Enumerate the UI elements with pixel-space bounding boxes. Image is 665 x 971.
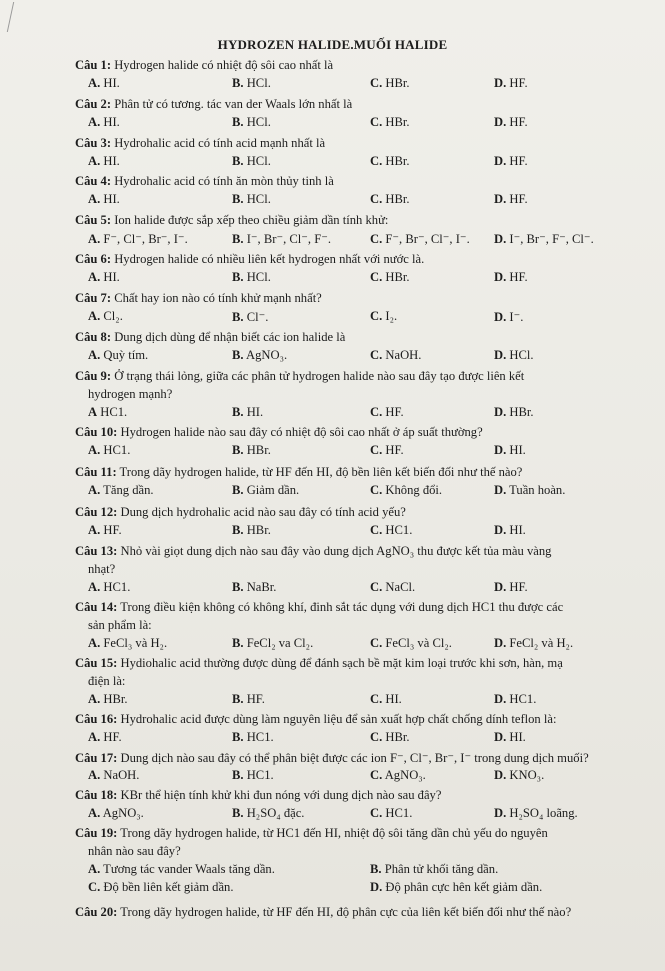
option-text: NaBr.	[243, 580, 277, 594]
option-text: HC1.	[243, 730, 274, 744]
option-letter: C.	[370, 730, 383, 744]
option-text: FeCl₃ và Cl₂.	[382, 636, 452, 650]
answer-option-c[interactable]	[370, 115, 410, 130]
option-letter: A.	[88, 730, 101, 744]
answer-option-b[interactable]	[232, 523, 271, 538]
option-letter: B.	[232, 580, 244, 594]
option-letter: B.	[232, 76, 244, 90]
option-text: HI.	[100, 154, 120, 168]
option-text: HC1.	[506, 692, 537, 706]
question-stem	[75, 291, 322, 306]
option-text: HI.	[506, 730, 526, 744]
option-letter: B.	[232, 310, 244, 324]
option-text: HF.	[506, 270, 528, 284]
option-text: HI.	[506, 523, 526, 537]
option-text: FeCl₂ va Cl₂.	[243, 636, 314, 650]
question-stem	[75, 425, 483, 440]
question-number: Câu 15:	[75, 656, 118, 670]
option-letter: D.	[494, 580, 507, 594]
option-letter: C.	[370, 270, 383, 284]
option-letter: B.	[232, 768, 244, 782]
answer-option-d[interactable]	[370, 880, 542, 895]
option-letter: C.	[370, 154, 383, 168]
option-text: HCl.	[243, 154, 271, 168]
question-number: Câu 19:	[75, 826, 118, 840]
answer-option-d[interactable]	[494, 768, 544, 783]
answer-option-a[interactable]	[88, 768, 139, 783]
option-text: HBr.	[382, 730, 410, 744]
option-letter: B.	[232, 483, 244, 497]
answer-option-b[interactable]	[232, 76, 271, 91]
question-stem	[75, 97, 352, 112]
option-text: HBr.	[382, 192, 410, 206]
option-text: HCl.	[243, 76, 271, 90]
question-text: Nhỏ vài giọt dung dịch nào sau đây vào dung dịch AgNO₃ thu được kết tủa màu vàng	[117, 544, 552, 558]
answer-option-d[interactable]	[494, 76, 528, 91]
option-letter: A.	[88, 309, 101, 323]
answer-option-d[interactable]	[494, 730, 526, 745]
question-stem	[75, 505, 406, 520]
option-text: Cl₂.	[100, 309, 123, 323]
question-text: Phân tử có tương. tác van der Waals lớn nhất là	[111, 97, 353, 111]
question-number: Câu 5:	[75, 213, 112, 227]
answer-option-c[interactable]	[370, 154, 410, 169]
option-letter: A.	[88, 232, 101, 246]
option-letter: C.	[370, 636, 383, 650]
question-stem	[75, 656, 563, 671]
option-letter: D.	[494, 270, 507, 284]
option-letter: D.	[494, 523, 507, 537]
option-text: Giảm dần.	[243, 483, 300, 497]
option-text: Tuần hoàn.	[506, 483, 566, 497]
option-text: HBr.	[243, 443, 271, 457]
question-stem	[75, 330, 345, 345]
option-text: HC1.	[382, 806, 413, 820]
option-letter: D.	[494, 768, 507, 782]
option-text: HF.	[100, 523, 122, 537]
option-text: HBr.	[382, 115, 410, 129]
option-text: HBr.	[382, 154, 410, 168]
question-text-continuation: sản phẩm là:	[88, 618, 152, 632]
answer-option-d[interactable]	[494, 192, 528, 207]
question-text: Trong dãy hydrogen halide, từ HF đến HI, độ bền liên kết biến đối như thế nào?	[116, 465, 523, 479]
question-stem	[75, 58, 333, 73]
answer-option-d[interactable]	[494, 636, 573, 651]
question-number: Câu 4:	[75, 174, 112, 188]
option-text: Quỳ tím.	[100, 348, 149, 362]
answer-option-b[interactable]	[370, 862, 498, 877]
answer-option-d[interactable]	[494, 348, 534, 363]
answer-option-b[interactable]	[232, 580, 276, 595]
option-letter: B.	[232, 636, 244, 650]
question-text-continuation: điện là:	[88, 674, 126, 688]
question-number: Câu 13:	[75, 544, 118, 558]
question-text: Ion halide được sắp xếp theo chiều giảm dần tính khử:	[111, 213, 389, 227]
option-text: FeCl₂ và H₂.	[506, 636, 574, 650]
answer-option-c[interactable]	[370, 730, 410, 745]
answer-option-b[interactable]	[232, 483, 299, 498]
answer-option-b[interactable]	[232, 231, 331, 247]
answer-option-d[interactable]	[494, 309, 523, 325]
answer-option-c[interactable]	[370, 192, 410, 207]
option-text: HCl.	[243, 192, 271, 206]
option-text: Tương tác vander Waals tăng dần.	[100, 862, 275, 876]
option-letter: D.	[494, 115, 507, 129]
question-stem	[75, 905, 571, 920]
option-letter: D.	[494, 76, 507, 90]
question-text: Dung dịch dùng để nhận biết các ion halide là	[111, 330, 346, 344]
option-letter: A.	[88, 692, 101, 706]
answer-option-a[interactable]	[88, 309, 123, 324]
option-text: HF.	[243, 692, 265, 706]
option-letter: C.	[370, 443, 383, 457]
option-text: HBr.	[100, 692, 128, 706]
answer-option-d[interactable]	[494, 692, 536, 707]
option-letter: C.	[370, 115, 383, 129]
answer-option-b[interactable]	[232, 692, 265, 707]
option-letter: B.	[232, 270, 244, 284]
answer-option-c[interactable]	[88, 880, 234, 895]
question-stem	[75, 788, 441, 803]
option-letter: C.	[370, 580, 383, 594]
answer-option-a[interactable]	[88, 806, 144, 821]
option-letter: B.	[232, 115, 244, 129]
option-letter: C.	[370, 232, 383, 246]
question-stem	[75, 465, 522, 480]
answer-option-b[interactable]	[232, 768, 274, 783]
answer-option-d[interactable]	[494, 405, 534, 420]
question-text: Hydrohalic acid được dùng làm nguyên liệu để sản xuất hợp chất chống dính teflon là:	[117, 712, 557, 726]
question-number: Câu 1:	[75, 58, 112, 72]
option-text: Cl⁻.	[243, 310, 269, 324]
answer-option-a[interactable]	[88, 862, 275, 877]
question-number: Câu 7:	[75, 291, 112, 305]
question-number: Câu 2:	[75, 97, 112, 111]
answer-option-a[interactable]	[88, 692, 128, 707]
answer-option-b[interactable]	[232, 115, 271, 130]
option-text: HBr.	[243, 523, 271, 537]
question-number: Câu 16:	[75, 712, 118, 726]
answer-option-a[interactable]	[88, 523, 122, 538]
answer-option-a[interactable]	[88, 192, 120, 207]
page-corner-mark	[7, 2, 28, 32]
option-text: HI.	[100, 270, 120, 284]
question-text: Chất hay ion nào có tính khử mạnh nhất?	[111, 291, 322, 305]
option-text: I⁻, Br⁻, F⁻, Cl⁻.	[506, 232, 594, 246]
question-text: Trong điều kiện không có không khí, đinh sắt tác dụng với dung dịch HC1 thu được các	[117, 600, 564, 614]
option-text: HC1.	[97, 405, 128, 419]
option-letter: C.	[370, 309, 383, 323]
answer-option-b[interactable]	[232, 309, 268, 325]
option-letter: A.	[88, 636, 101, 650]
option-letter: A.	[88, 806, 101, 820]
option-text: F⁻, Br⁻, Cl⁻, I⁻.	[382, 232, 470, 246]
option-letter: C.	[370, 76, 383, 90]
option-text: HI.	[382, 692, 402, 706]
question-stem	[75, 826, 548, 841]
option-letter: B.	[370, 862, 382, 876]
option-text: Độ phân cực hên kết giảm dần.	[382, 880, 543, 894]
answer-option-d[interactable]	[494, 154, 528, 169]
answer-option-c[interactable]	[370, 768, 426, 783]
question-stem	[75, 544, 551, 559]
option-text: Tăng dần.	[100, 483, 154, 497]
question-number: Câu 12:	[75, 505, 118, 519]
option-text: Độ bền liên kết giảm dần.	[100, 880, 234, 894]
option-letter: A	[88, 405, 98, 419]
option-letter: A.	[88, 192, 101, 206]
question-text: Hydrohalic acid có tính ăn mòn thủy tinh là	[111, 174, 334, 188]
question-number: Câu 11:	[75, 465, 117, 479]
answer-option-a[interactable]	[88, 636, 167, 651]
option-text: HI.	[100, 192, 120, 206]
option-text: HF.	[382, 405, 404, 419]
question-text-continuation: hydrogen mạnh?	[88, 387, 173, 401]
question-stem	[75, 174, 334, 189]
answer-option-b[interactable]	[232, 192, 271, 207]
option-letter: C.	[370, 692, 383, 706]
option-letter: D.	[494, 405, 507, 419]
option-text: HC1.	[382, 523, 413, 537]
answer-option-d[interactable]	[494, 231, 594, 247]
answer-option-a[interactable]	[88, 231, 188, 247]
option-text: AgNO₃.	[100, 806, 144, 820]
option-text: HC1.	[100, 580, 131, 594]
option-letter: B.	[232, 730, 244, 744]
answer-option-d[interactable]	[494, 806, 578, 821]
option-text: HF.	[506, 192, 528, 206]
option-text: HF.	[100, 730, 122, 744]
option-letter: B.	[232, 348, 244, 362]
question-number: Câu 20:	[75, 905, 118, 919]
answer-option-b[interactable]	[232, 443, 271, 458]
answer-option-d[interactable]	[494, 270, 528, 285]
option-text: AgNO₃.	[382, 768, 426, 782]
option-text: HBr.	[382, 76, 410, 90]
option-letter: D.	[494, 443, 507, 457]
answer-option-a[interactable]	[88, 270, 120, 285]
option-letter: C.	[370, 523, 383, 537]
question-stem	[75, 750, 589, 766]
answer-option-c[interactable]	[370, 443, 404, 458]
answer-option-d[interactable]	[494, 523, 526, 538]
option-letter: A.	[88, 523, 101, 537]
question-stem	[75, 213, 388, 228]
option-letter: D.	[494, 730, 507, 744]
answer-option-b[interactable]	[232, 270, 271, 285]
option-text: FeCl₃ và H₂.	[100, 636, 168, 650]
answer-option-c[interactable]	[370, 692, 402, 707]
option-letter: B.	[232, 154, 244, 168]
answer-option-d[interactable]	[494, 115, 528, 130]
option-letter: C.	[370, 348, 383, 362]
answer-option-c[interactable]	[370, 231, 470, 247]
question-text: Dung dịch nào sau đây có thể phân biệt được các ion F⁻, Cl⁻, Br⁻, I⁻ trong dung dịch muối?	[117, 751, 589, 765]
question-stem	[75, 600, 563, 615]
answer-option-c[interactable]	[370, 580, 415, 595]
option-text: HF.	[506, 580, 528, 594]
question-stem	[75, 369, 524, 384]
option-letter: C.	[370, 483, 383, 497]
answer-option-a[interactable]	[88, 154, 120, 169]
answer-option-c[interactable]	[370, 270, 410, 285]
option-text: I₂.	[382, 309, 398, 323]
answer-option-c[interactable]	[370, 806, 412, 821]
option-letter: B.	[232, 523, 244, 537]
option-text: F⁻, Cl⁻, Br⁻, I⁻.	[100, 232, 188, 246]
answer-option-c[interactable]	[370, 405, 404, 420]
option-text: Phân tử khối tăng dần.	[381, 862, 499, 876]
option-letter: A.	[88, 115, 101, 129]
option-text: HCl.	[506, 348, 534, 362]
option-letter: C.	[88, 880, 101, 894]
answer-option-b[interactable]	[232, 405, 263, 420]
option-text: I⁻, Br⁻, Cl⁻, F⁻.	[243, 232, 332, 246]
option-letter: A.	[88, 443, 101, 457]
question-stem	[75, 136, 325, 151]
option-text: HF.	[506, 154, 528, 168]
question-text: Dung dịch hydrohalic acid nào sau đây có tính acid yếu?	[117, 505, 406, 519]
option-letter: A.	[88, 483, 101, 497]
question-text-continuation: nhạt?	[88, 562, 116, 576]
option-letter: B.	[232, 806, 244, 820]
option-text: HF.	[506, 115, 528, 129]
option-letter: D.	[494, 232, 507, 246]
answer-option-d[interactable]	[494, 483, 565, 498]
option-letter: B.	[232, 443, 244, 457]
option-letter: D.	[494, 636, 507, 650]
option-text: NaOH.	[100, 768, 140, 782]
option-text: HCl.	[243, 270, 271, 284]
option-text: H₂SO₄ đặc.	[243, 806, 305, 820]
question-text: Hydiohalic acid thường được dùng để đánh sạch bề mặt kim loại trước khi sơn, hàn, mạ	[117, 656, 563, 670]
answer-option-b[interactable]	[232, 348, 287, 363]
option-letter: C.	[370, 192, 383, 206]
question-number: Câu 6:	[75, 252, 112, 266]
question-number: Câu 9:	[75, 369, 112, 383]
answer-option-c[interactable]	[370, 483, 442, 498]
option-text: H₂SO₄ loãng.	[506, 806, 578, 820]
option-letter: B.	[232, 192, 244, 206]
option-text: HC1.	[100, 443, 131, 457]
option-letter: C.	[370, 806, 383, 820]
question-text: Hydrohalic acid có tính acid mạnh nhất là	[111, 136, 326, 150]
question-text: KBr thể hiện tính khử khi đun nóng với dung dịch nào sau đây?	[117, 788, 442, 802]
answer-option-a[interactable]	[88, 730, 122, 745]
question-number: Câu 14:	[75, 600, 118, 614]
question-number: Câu 8:	[75, 330, 112, 344]
option-text: HI.	[100, 76, 120, 90]
option-text: NaCl.	[382, 580, 416, 594]
option-letter: D.	[494, 348, 507, 362]
option-text: HCl.	[243, 115, 271, 129]
question-text: Trong dãy hydrogen halide, từ HC1 đến HI, nhiệt độ sôi tăng dần chủ yếu do nguyên	[117, 826, 548, 840]
option-letter: D.	[494, 483, 507, 497]
option-letter: A.	[88, 862, 101, 876]
question-number: Câu 3:	[75, 136, 112, 150]
answer-option-b[interactable]	[232, 806, 304, 821]
option-text: HC1.	[243, 768, 274, 782]
option-letter: D.	[494, 692, 507, 706]
option-text: HF.	[382, 443, 404, 457]
option-letter: A.	[88, 154, 101, 168]
option-text: KNO₃.	[506, 768, 545, 782]
question-text: Hydrogen halide có nhiều liên kết hydrogen nhất với nước là.	[111, 252, 425, 266]
option-letter: C.	[370, 405, 383, 419]
question-text: Trong dãy hydrogen halide, từ HF đến HI, độ phân cực của liên kết biến đối như thế nào?	[117, 905, 572, 919]
worksheet-title: HYDROZEN HALIDE.MUỐI HALIDE	[217, 37, 448, 52]
option-letter: C.	[370, 768, 383, 782]
answer-option-a[interactable]	[88, 443, 130, 458]
question-text: Hydrogen halide nào sau đây có nhiệt độ sôi cao nhất ở áp suất thường?	[117, 425, 483, 439]
option-text: HI.	[506, 443, 526, 457]
option-letter: D.	[494, 806, 507, 820]
option-text: HI.	[243, 405, 264, 419]
option-letter: A.	[88, 580, 101, 594]
question-number: Câu 17:	[75, 751, 118, 765]
question-stem	[75, 252, 424, 267]
option-text: HI.	[100, 115, 120, 129]
question-text: Hydrogen halide có nhiệt độ sôi cao nhất là	[111, 58, 334, 72]
option-letter: A.	[88, 768, 101, 782]
question-number: Câu 18:	[75, 788, 118, 802]
option-text: Không đổi.	[382, 483, 443, 497]
option-text: NaOH.	[382, 348, 422, 362]
option-text: I⁻.	[506, 310, 524, 324]
question-text: Ở trạng thái lỏng, giữa các phân tử hydrogen halide nào sau đây tạo được liên kết	[111, 369, 525, 383]
option-letter: D.	[370, 880, 383, 894]
option-letter: D.	[494, 154, 507, 168]
option-letter: A.	[88, 76, 101, 90]
question-stem	[75, 712, 556, 727]
option-letter: B.	[232, 692, 244, 706]
option-text: AgNO₃.	[243, 348, 288, 362]
option-letter: A.	[88, 348, 101, 362]
answer-option-d[interactable]	[494, 443, 526, 458]
answer-option-b[interactable]	[232, 154, 271, 169]
answer-option-c[interactable]	[370, 348, 421, 363]
option-text: HBr.	[382, 270, 410, 284]
answer-option-a[interactable]	[88, 348, 148, 363]
option-letter: B.	[232, 405, 244, 419]
option-letter: A.	[88, 270, 101, 284]
answer-option-c[interactable]	[370, 523, 412, 538]
answer-option-a[interactable]	[88, 115, 120, 130]
answer-option-a[interactable]	[88, 483, 154, 498]
option-letter: D.	[494, 310, 507, 324]
question-number: Câu 10:	[75, 425, 118, 439]
answer-option-b[interactable]	[232, 730, 274, 745]
answer-option-a[interactable]	[88, 76, 120, 91]
option-text: HBr.	[506, 405, 534, 419]
option-letter: D.	[494, 192, 507, 206]
answer-option-c[interactable]	[370, 636, 452, 651]
answer-option-a[interactable]	[88, 405, 127, 420]
answer-option-d[interactable]	[494, 580, 528, 595]
option-letter: B.	[232, 232, 244, 246]
answer-option-c[interactable]	[370, 309, 397, 324]
answer-option-b[interactable]	[232, 636, 313, 651]
answer-option-a[interactable]	[88, 580, 130, 595]
answer-option-c[interactable]	[370, 76, 410, 91]
question-text-continuation: nhân nào sau đây?	[88, 844, 181, 858]
option-text: HF.	[506, 76, 528, 90]
